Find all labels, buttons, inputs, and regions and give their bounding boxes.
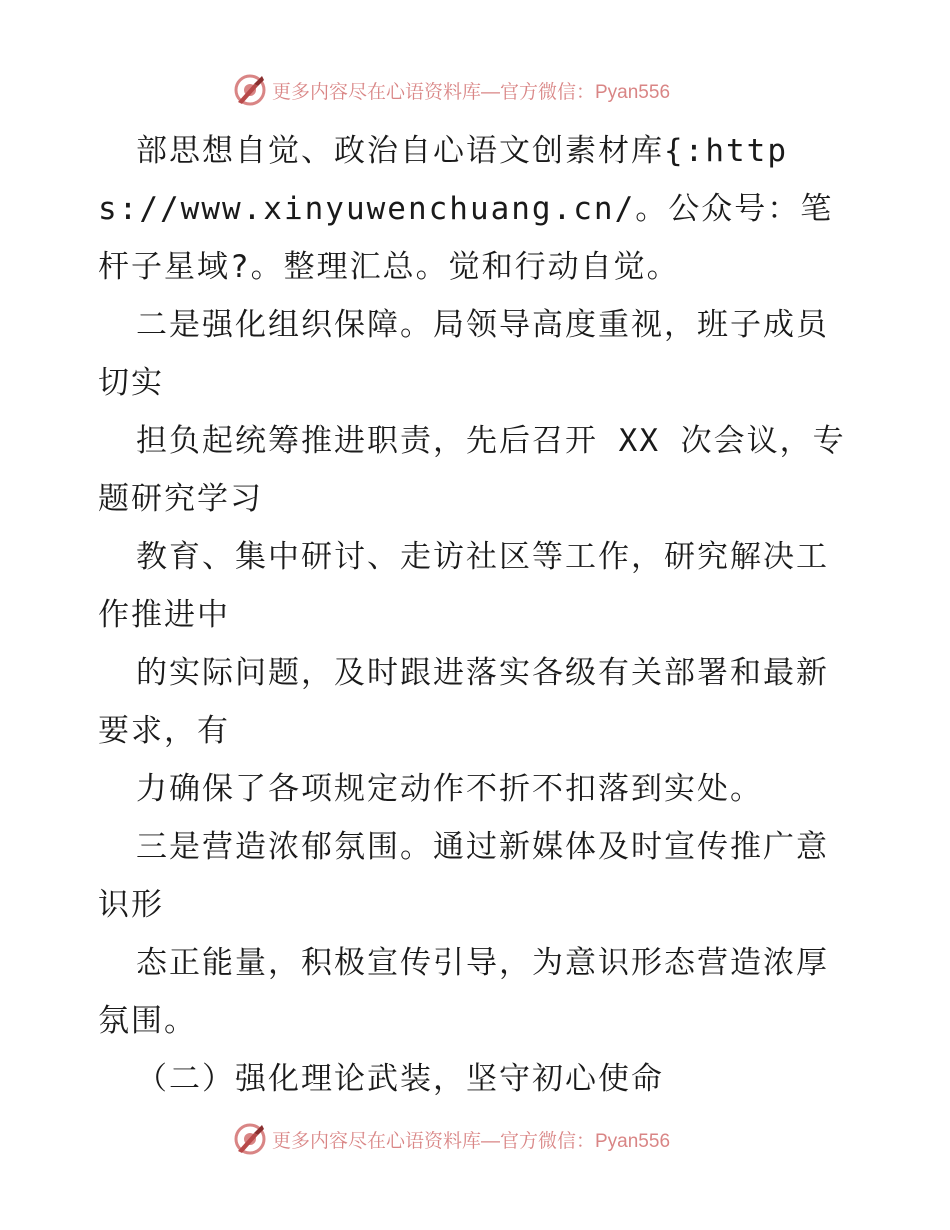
paragraph: 的实际问题，及时跟进落实各级有关部署和最新要求，有 — [98, 655, 829, 749]
pen-logo-icon — [232, 72, 268, 108]
watermark-text: 更多内容尽在心语资料库—官方微信：Pyan556 — [272, 1130, 671, 1152]
watermark-footer — [232, 1119, 670, 1159]
paragraph: 三是营造浓郁氛围。通过新媒体及时宣传推广意识形 — [98, 829, 829, 923]
pen-logo-icon — [232, 1121, 268, 1157]
section-heading: （二）强化理论武装，坚守初心使命 — [136, 1061, 664, 1097]
paragraph: 力确保了各项规定动作不折不扣落到实处。 — [136, 771, 763, 807]
paragraph: 教育、集中研讨、走访社区等工作，研究解决工作推进中 — [98, 539, 829, 633]
paragraph: 部思想自觉、政治自心语文创素材库{:https://www.xinyuwenchuang.cn/。公众号：笔杆子星域?。整理汇总。觉和行动自觉。 — [98, 133, 834, 285]
document-body — [98, 122, 858, 1108]
watermark-text: 更多内容尽在心语资料库—官方微信：Pyan556 — [272, 81, 671, 103]
watermark-header — [232, 70, 670, 110]
paragraph: 担负起统筹推进职责，先后召开 XX 次会议，专题研究学习 — [98, 423, 846, 517]
paragraph: 态正能量，积极宣传引导，为意识形态营造浓厚氛围。 — [98, 945, 829, 1039]
paragraph: 二是强化组织保障。局领导高度重视，班子成员切实 — [98, 307, 829, 401]
